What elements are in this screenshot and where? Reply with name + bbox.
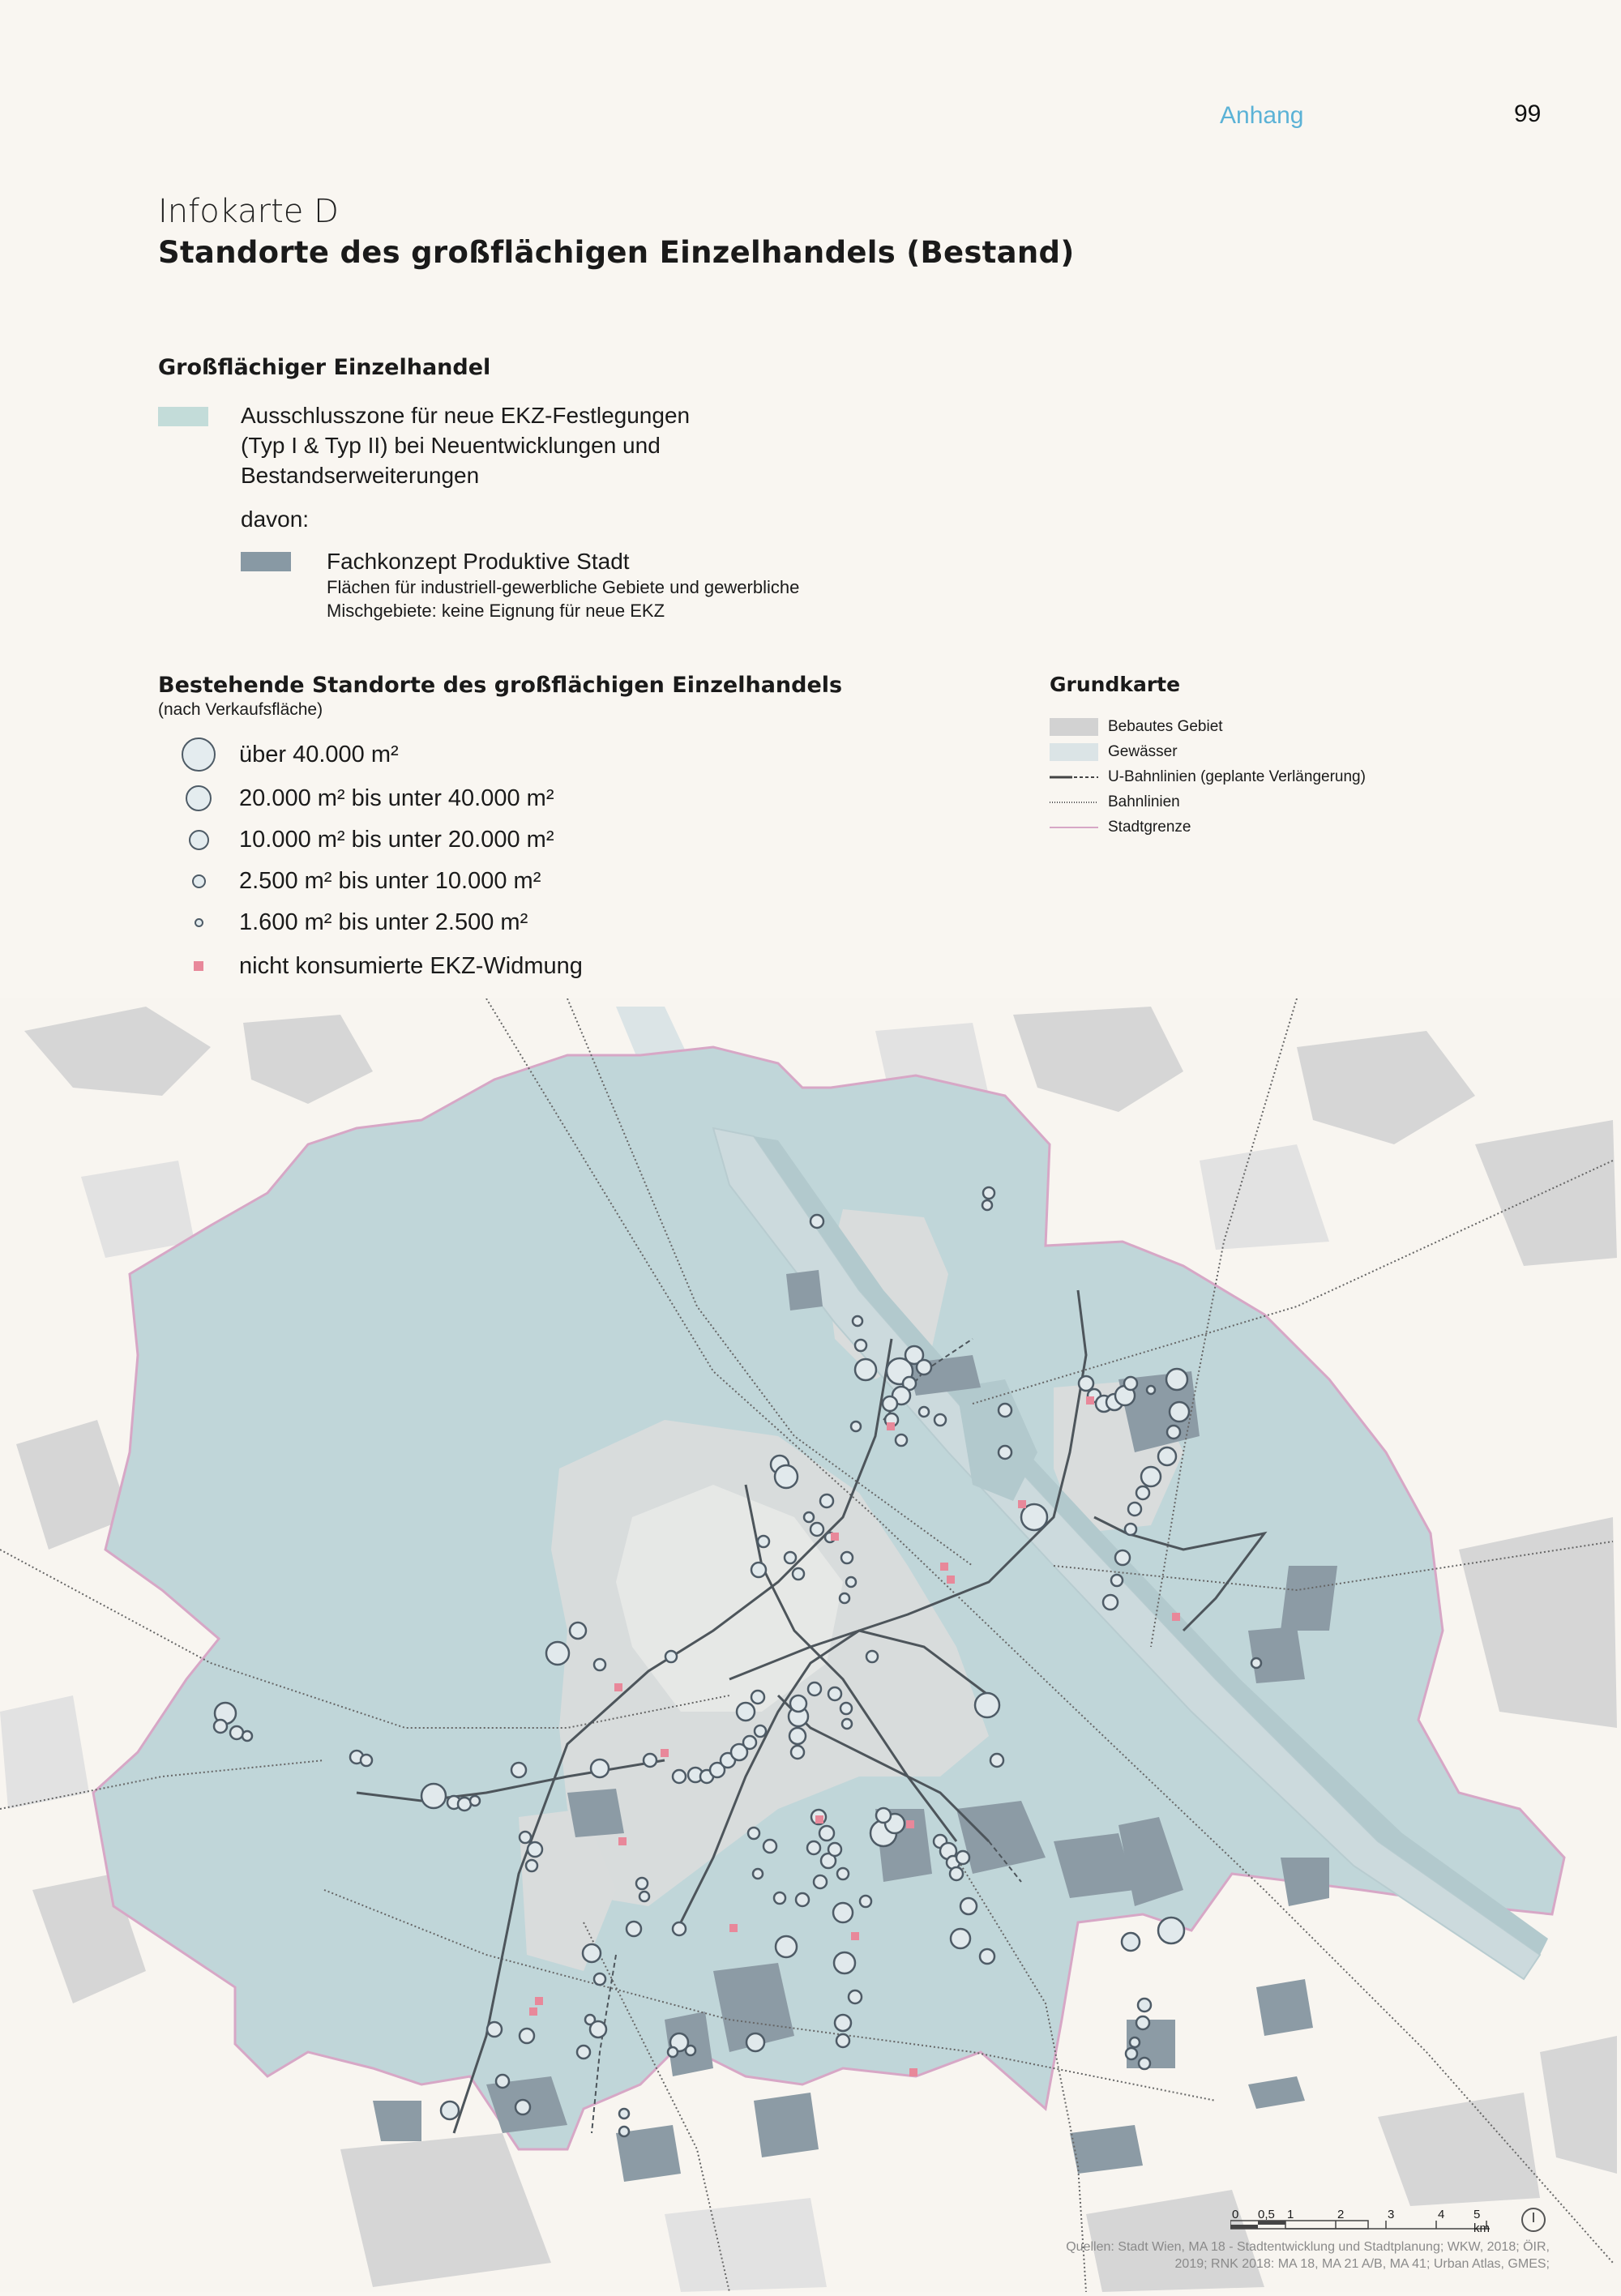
base-legend-label: Gewässer: [1108, 743, 1178, 760]
size-circle-xs-icon: [195, 918, 203, 927]
size-class-row: [174, 904, 528, 940]
city-boundary-icon: [1050, 819, 1098, 836]
davon-label: davon:: [241, 507, 310, 532]
map-title: Standorte des großflächigen Einzelhandels (Bestand): [158, 235, 1075, 270]
size-circle-s-icon: [192, 874, 206, 888]
exclusion-zone-label: [241, 400, 690, 490]
size-class-row: [174, 948, 583, 984]
base-legend-row: [1050, 740, 1178, 764]
scale-label: 1: [1287, 2208, 1294, 2221]
source-line-1: Quellen: Stadt Wien, MA 18 - Stadtentwicklung und Stadtplanung; WKW, 2018; ÖIR,: [1066, 2240, 1550, 2254]
size-circle-m-icon: [189, 830, 209, 850]
size-circle-xl-icon: [182, 738, 216, 772]
productive-city-note-2: Mischgebiete: keine Eignung für neue EKZ: [327, 601, 665, 621]
size-class-row: [174, 780, 554, 816]
unused-zoning-label: nicht konsumierte EKZ-Widmung: [239, 952, 583, 979]
size-class-label: 2.500 m² bis unter 10.000 m²: [239, 867, 541, 894]
exclusion-zone-swatch: [158, 407, 208, 426]
page-number: 99: [1514, 100, 1542, 127]
base-legend-label: Stadtgrenze: [1108, 819, 1191, 836]
legend-stores-heading: Bestehende Standorte des großflächigen Einzelhandels: [158, 673, 843, 698]
base-legend-row: [1050, 765, 1366, 789]
productive-city-note: [327, 575, 799, 622]
source-line-2: 2019; RNK 2018: MA 18, MA 21 A/B, MA 41; Urban Atlas, GMES;: [1174, 2257, 1550, 2271]
size-class-row: [174, 863, 541, 899]
north-arrow-icon: [1521, 2208, 1546, 2232]
productive-city-note-1: Flächen für industriell-gewerbliche Gebiete und gewerbliche: [327, 577, 800, 597]
base-legend-label: Bahnlinien: [1108, 793, 1180, 810]
scale-label: 3: [1388, 2208, 1395, 2221]
exclusion-zone-line-2: (Typ I & Typ II) bei Neuentwicklungen und: [241, 433, 661, 458]
legend-stores-subheading: (nach Verkaufsfläche): [158, 700, 323, 719]
unused-zoning-square-icon: [194, 961, 203, 971]
map-sources: [982, 2238, 1550, 2272]
base-legend-row: [1050, 715, 1223, 739]
scale-label: 5 km: [1473, 2208, 1490, 2235]
size-class-label: 1.600 m² bis unter 2.500 m²: [239, 909, 528, 935]
base-legend-label: U-Bahnlinien (geplante Verlängerung): [1108, 768, 1366, 785]
exclusion-zone-line-1: Ausschlusszone für neue EKZ-Festlegungen: [241, 403, 691, 428]
scale-label: 2: [1337, 2208, 1345, 2221]
size-circle-l-icon: [186, 785, 212, 811]
subway-line-icon: [1050, 768, 1098, 786]
water-swatch: [1050, 743, 1098, 761]
scale-label: 0,5: [1258, 2208, 1275, 2221]
legend-base-heading: Grundkarte: [1050, 673, 1181, 696]
map-area: [0, 998, 1621, 2292]
section-label: Anhang: [1220, 102, 1304, 129]
base-legend-row: [1050, 815, 1191, 840]
base-legend-row: [1050, 790, 1180, 815]
scale-label: 0: [1232, 2208, 1239, 2221]
size-class-row: [174, 737, 399, 772]
railway-line-icon: [1050, 793, 1098, 811]
exclusion-zone-line-3: Bestandserweiterungen: [241, 463, 480, 488]
productive-city-label: Fachkonzept Produktive Stadt: [327, 549, 630, 574]
size-class-label: über 40.000 m²: [239, 741, 399, 767]
map-kicker: Infokarte D: [158, 193, 339, 230]
size-class-label: 10.000 m² bis unter 20.000 m²: [239, 826, 554, 853]
size-class-row: [174, 822, 554, 857]
legend-retail-heading: Großflächiger Einzelhandel: [158, 355, 491, 380]
productive-city-swatch: [241, 552, 291, 571]
scale-label: 4: [1438, 2208, 1445, 2221]
vienna-map: [0, 998, 1621, 2292]
size-class-label: 20.000 m² bis unter 40.000 m²: [239, 785, 554, 811]
base-legend-label: Bebautes Gebiet: [1108, 718, 1223, 735]
built-area-swatch: [1050, 718, 1098, 736]
